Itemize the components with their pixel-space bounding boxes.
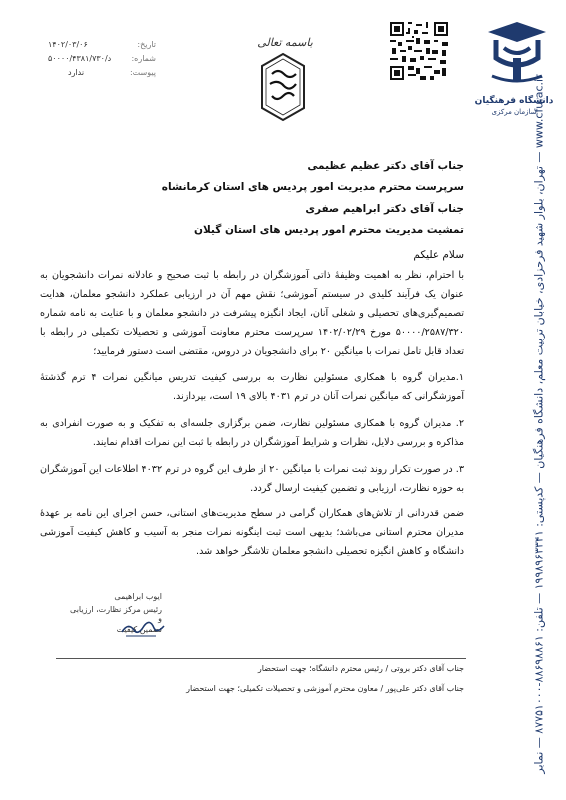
greeting: سلام علیکم (413, 249, 464, 261)
footer-divider (56, 658, 466, 659)
side-contact-strip (530, 74, 548, 774)
signer-name: ایوب ابراهیمی (114, 592, 162, 601)
body-paragraph: ۳. در صورت تکرار روند ثبت نمرات با میانگین ۲۰ از طرف این گروه در ترم ۴۰۳۲ اطلاعات این آموزشگران به حوزه نظارت، ارزیابی و تضمین کیفیت ارسال گردد. (40, 464, 464, 494)
letter-meta (48, 40, 156, 84)
body-paragraph: ۱.مدیران گروه با همکاری مسئولین نظارت به بررسی کیفیت تدریس میانگین نمرات ۴ ترم گذشتهٔ آموزشگرانی که میانگین نمرات آنان در ترم ۴۰۳۱ بالای ۱۹ است، بپردازند. (40, 372, 464, 402)
body-paragraph: با احترام، نظر به اهمیت وظیفهٔ ذاتی آموزشگران در رابطه با ثبت صحیح و عادلانه نمرات دانشجویان به عنوان یک فرآیند کلیدی در سیستم آموزشی؛ نقش مهم آن در ارزیابی عملکرد دانشجو معلمان، هدایت تصمیم‌گیری‌های تحصیلی و شغلی آنان، ایجاد انگیزه پیشرفت در دانشجو معلمان و با عنایت به نامه شماره ۵۰۰۰۰/۲۵۸۷/۳۲۰ مورخ ۱۴۰۲/۰۲/۲۹ سرپرست محترم معاونت آموزشی و تحصیلات تکمیلی در رابطه با تعداد قابل تامل نمرات با میانگین ۲۰ برای دانشجویان در دروس، مقتضی است دستور فرمایید؛ (40, 270, 464, 357)
body-paragraph: ۲. مدیران گروه با همکاری مسئولین نظارت، ضمن برگزاری جلسه‌ای به تفکیک و به صورت انفرادی به مذاکره و بررسی دلایل، نظرات و شرایط آموزشگران در رابطه با ثبت این نمرات اقدام نمایند. (40, 418, 464, 448)
seal-emblem (258, 52, 308, 122)
addressee-line: جناب آقای دکتر عظیم عظیمی (307, 160, 464, 172)
date-value: ۱۴۰۲/۰۳/۰۶ (48, 40, 88, 49)
body-paragraph: ضمن قدردانی از تلاش‌های همکاران گرامی در سطح مدیریت‌های استانی، حسن اجرای این نامه بر عهدهٔ مدیران محترم استانی می‌باشد؛ بدیهی است ثبت اینگونه نمرات منجر به آسیب و کاهش کیفیت آموزشی دانشگاه و کاهش انگیزه تحصیلی دانشجو معلمان تلاشگر خواهد شد. (40, 508, 464, 557)
number-value: ۵۰۰۰۰/۴۳۸۱/۷۳۰/د (48, 54, 112, 63)
handwritten-signature (118, 616, 168, 640)
attachment-label: پیوست: (129, 68, 156, 77)
side-contact-text: www.cfu.ac.ir — تهران، بلوار شهید فرحزادی، خیابان تربیت معلم، دانشگاه فرهنگیان — کدپستی: ۱۹۹۸۹۶۳۳۴۱ — تلفن: ۸۸۶۹۸۸۶۱-۸۷۷۵۱۰۰۰ — نمابر (532, 74, 546, 774)
date-label: تاریخ: (137, 40, 156, 49)
addressee-line: تمشیت مدیریت محترم امور پردیس های استان گیلان (193, 224, 464, 236)
basmala: باسمه تعالی (257, 36, 313, 49)
signer-title: رئیس مرکز نظارت، ارزیابی و (70, 605, 162, 623)
cc-line: جناب آقای دکتر بروتی / رئیس محترم دانشگاه؛ جهت استحضار (257, 664, 464, 673)
addressee-line: جناب آقای دکتر ابراهیم صفری (305, 203, 464, 215)
number-label: شماره: (131, 54, 156, 63)
attachment-value: ندارد (68, 68, 85, 77)
cc-line: جناب آقای دکتر علی‌پور / معاون محترم آموزشی و تحصیلات تکمیلی؛ جهت استحضار (186, 684, 464, 693)
addressee-line: سرپرست محترم مدیریت امور پردیس های استان کرمانشاه (161, 181, 464, 193)
university-subtitle: سازمان مرکزی (491, 108, 537, 116)
university-name: دانشگاه فرهنگیان (474, 96, 554, 106)
signer-title: تضمین کیفیت (116, 625, 162, 634)
qr-code (388, 20, 450, 82)
